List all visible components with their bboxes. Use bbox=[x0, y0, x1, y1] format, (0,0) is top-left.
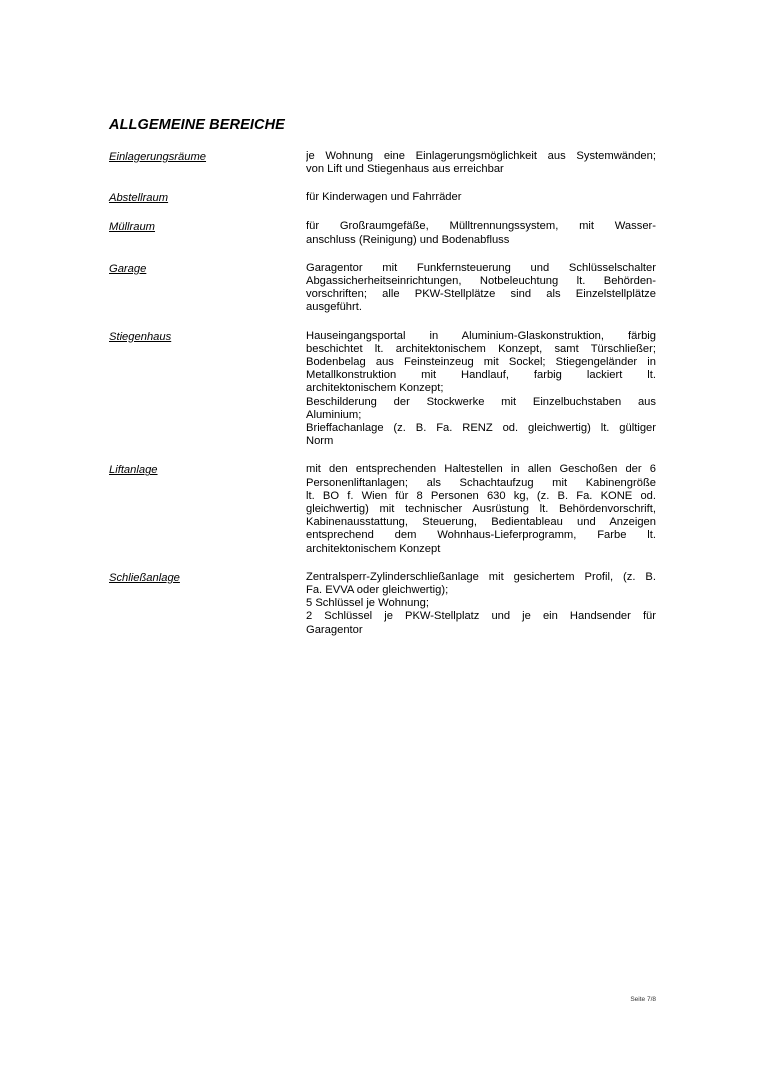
description-line: Garagentor mit Funkfernsteuerung und Schlüsselschalter bbox=[306, 261, 656, 274]
description-line: Bodenbelag aus Feinsteinzeug mit Sockel; Stiegengeländer in bbox=[306, 356, 656, 369]
description-line: Kabinenausstattung, Steuerung, Bedientableau und Anzeigen bbox=[306, 516, 656, 529]
term-description bbox=[306, 330, 656, 449]
description-line: architektonischem Konzept bbox=[306, 542, 441, 555]
description-line: ausgeführt. bbox=[306, 301, 362, 314]
description-line: Abgassicherheitseinrichtungen, Notbeleuchtung lt. Behörden- bbox=[306, 275, 656, 288]
section-stiegenhaus bbox=[109, 330, 656, 449]
term-description bbox=[306, 220, 656, 246]
term-description bbox=[306, 463, 656, 555]
description-line: vorschriften; alle PKW-Stellplätze sind als Einzelstellplätze bbox=[306, 288, 656, 301]
term-label: Müllraum bbox=[109, 221, 156, 234]
description-line: Norm bbox=[306, 435, 334, 448]
description-line: Hauseingangsportal in Aluminium-Glaskonstruktion, färbig bbox=[306, 329, 656, 342]
section-liftanlage bbox=[109, 463, 656, 555]
description-line: Metallkonstruktion mit Handlauf, farbig lackiert lt. bbox=[306, 369, 656, 382]
term-label: Garage bbox=[109, 262, 147, 275]
term-description bbox=[306, 571, 656, 637]
section-muellraum bbox=[109, 220, 656, 246]
page-number: Seite 7/8 bbox=[630, 996, 656, 1003]
term-description bbox=[306, 191, 656, 205]
description-line: 5 Schlüssel je Wohnung; bbox=[306, 597, 429, 610]
description-line: lt. BO f. Wien für 8 Personen 630 kg, (z. B. Fa. KONE od. bbox=[306, 489, 656, 502]
term-description bbox=[306, 262, 656, 315]
description-line: je Wohnung eine Einlagerungsmöglichkeit aus Systemwänden; bbox=[306, 150, 656, 162]
description-line: für Großraumgefäße, Mülltrennungssystem, mit Wasser- bbox=[306, 220, 656, 233]
description-line: Brieffachanlage (z. B. Fa. RENZ od. gleichwertig) lt. gültiger bbox=[306, 422, 656, 435]
term-label: Schließanlage bbox=[109, 571, 180, 584]
description-line: Garagentor bbox=[306, 623, 363, 636]
term-label: Abstellraum bbox=[109, 192, 169, 205]
description-line: beschichtet lt. architektonischem Konzept, samt Türschließer; bbox=[306, 342, 656, 355]
section-abstellraum bbox=[109, 191, 656, 205]
description-line: gleichwertig) mit technischer Ausrüstung lt. Behördenvorschrift, bbox=[306, 503, 656, 516]
section-schliessanlage bbox=[109, 571, 656, 637]
description-line: für Kinderwagen und Fahrräder bbox=[306, 191, 462, 204]
section-garage bbox=[109, 262, 656, 315]
definition-list bbox=[109, 150, 656, 652]
description-line: Fa. EVVA oder gleichwertig); bbox=[306, 584, 449, 597]
section-heading: ALLGEMEINE BEREICHE bbox=[109, 117, 285, 133]
description-line: Personenliftanlagen; als Schachtaufzug mit Kabinengröße bbox=[306, 476, 656, 489]
description-line: 2 Schlüssel je PKW-Stellplatz und je ein Handsender für bbox=[306, 610, 656, 623]
term-label: Einlagerungsräume bbox=[109, 151, 207, 163]
description-line: von Lift und Stiegenhaus aus erreichbar bbox=[306, 163, 504, 176]
description-line: Aluminium; bbox=[306, 408, 362, 421]
description-line: entsprechend dem Wohnhaus-Lieferprogramm, Farbe lt. bbox=[306, 529, 656, 542]
description-line: mit den entsprechenden Haltestellen in allen Geschoßen der 6 bbox=[306, 463, 656, 476]
section-einlagerungsraeume bbox=[109, 150, 656, 176]
description-line: architektonischem Konzept; bbox=[306, 382, 444, 395]
description-line: Zentralsperr-Zylinderschließanlage mit gesichertem Profil, (z. B. bbox=[306, 570, 656, 583]
term-label: Liftanlage bbox=[109, 464, 158, 477]
term-label: Stiegenhaus bbox=[109, 330, 172, 343]
description-line: Beschilderung der Stockwerke mit Einzelbuchstaben aus bbox=[306, 395, 656, 408]
term-description bbox=[306, 150, 656, 176]
description-line: anschluss (Reinigung) und Bodenabfluss bbox=[306, 233, 510, 246]
